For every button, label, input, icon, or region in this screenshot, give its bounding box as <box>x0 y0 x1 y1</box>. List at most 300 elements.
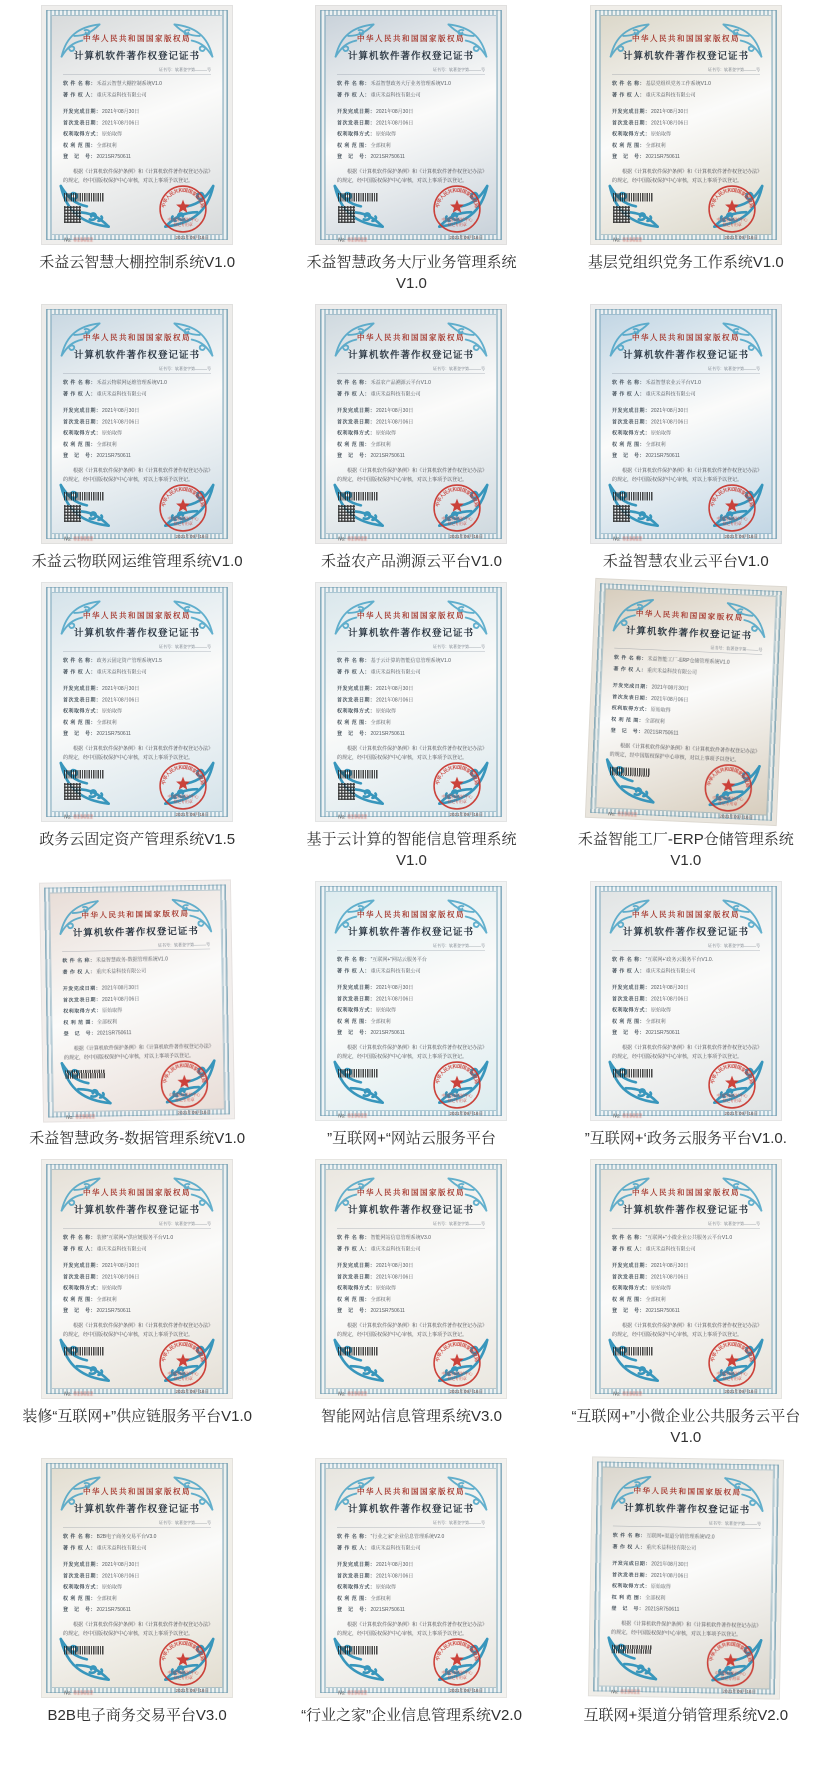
seal-center-line2: 登记专用章 <box>722 1097 742 1103</box>
certificate-image[interactable] <box>41 582 233 822</box>
field-label: 权 利 范 围 <box>63 1296 91 1303</box>
certificate-border <box>595 309 777 542</box>
field-label: 登 记 号 <box>611 154 640 160</box>
field-label: 权 利 范 围 <box>611 441 640 448</box>
field-label: 权利取得方式 <box>611 1583 645 1590</box>
field-value: 2021年08月06日 <box>650 1572 689 1579</box>
field-label: 著 作 权 人 <box>337 968 366 974</box>
field-label: 权利取得方式 <box>63 131 97 137</box>
field-colon: ： <box>365 1296 371 1303</box>
field-colon: ： <box>370 1584 376 1590</box>
serial-number-line <box>66 1114 96 1120</box>
certificate-paper <box>600 314 772 542</box>
field-label: 首次发表日期 <box>337 120 371 126</box>
copyright-seal <box>432 1060 482 1110</box>
seal-center-line1: 中国版权保护中心 <box>167 216 199 222</box>
stamp-date: 2021年09月16日 <box>722 1688 756 1694</box>
cert-fields <box>612 81 760 161</box>
cert-title: 计算机软件著作权登记证书 <box>625 625 752 642</box>
cert-fields <box>337 1235 485 1315</box>
field-label: 权 利 范 围 <box>337 719 366 726</box>
cert-fields <box>63 81 211 161</box>
field-label: 权利取得方式 <box>337 708 371 714</box>
field-label: 著 作 权 人 <box>337 391 366 397</box>
certificate-caption: 基层党组织党务工作系统V1.0 <box>587 254 784 271</box>
barcode-image <box>613 193 653 202</box>
field-label: 开发完成日期 <box>612 1560 646 1567</box>
field-value: 原始取得 <box>376 1285 397 1291</box>
field-label: 权 利 范 围 <box>337 1595 366 1602</box>
field-label: 登 记 号 <box>337 154 365 160</box>
cert-body-text: 根据《计算机软件保护条例》和《计算机软件著作权登记办法》的规定，经中国版权保护中心审核，对以上事项予以登记。 <box>63 745 214 761</box>
serial-prefix: No. <box>66 1114 75 1121</box>
field-row <box>612 391 760 398</box>
field-colon: ： <box>644 120 650 126</box>
certificate-border <box>320 886 502 1119</box>
field-value: 2021SR750611 <box>370 1607 406 1613</box>
field-colon: ： <box>644 131 650 137</box>
seal-center-line2: 登记专用章 <box>720 1675 740 1681</box>
certificate-image[interactable] <box>39 879 235 1122</box>
certificate-image[interactable] <box>315 5 507 245</box>
field-value: B2B电子商务交易平台V3.0 <box>96 1534 157 1540</box>
field-row <box>63 697 211 704</box>
field-label: 著 作 权 人 <box>63 1545 91 1551</box>
field-value: 重庆禾益科技有限公司 <box>645 1544 697 1551</box>
certificate-image[interactable] <box>590 881 782 1121</box>
field-value: 2021SR750611 <box>645 154 680 160</box>
serial-prefix: No. <box>64 814 72 820</box>
field-label: 权利取得方式 <box>611 705 645 713</box>
field-label: 权 利 范 围 <box>611 142 640 149</box>
serial-number-line <box>611 1689 641 1695</box>
field-row <box>63 1562 211 1569</box>
field-label: 登 记 号 <box>63 731 91 737</box>
field-value: 2021SR750611 <box>645 453 680 459</box>
field-value: 全部权利 <box>371 441 392 448</box>
serial-number-line <box>338 1391 367 1397</box>
field-row <box>63 1595 211 1602</box>
field-row <box>337 453 485 460</box>
cert-bottom-zone <box>337 486 485 549</box>
field-label: 权 利 范 围 <box>63 1595 91 1602</box>
copyright-seal <box>159 1059 210 1110</box>
serial-number: 015022 <box>620 1689 641 1695</box>
field-colon: ： <box>370 1274 376 1280</box>
cert-title: 计算机软件著作权登记证书 <box>74 350 201 361</box>
serial-number: 015022 <box>348 814 368 820</box>
field-value: 重庆禾益科技有限公司 <box>371 1246 422 1252</box>
certificate-card <box>301 1458 522 1726</box>
seal-ring-text: 中华人民共和国国家版权局 <box>161 187 206 209</box>
seal-ring-text: 中华人民共和国国家版权局 <box>161 1640 206 1662</box>
field-row <box>337 408 485 415</box>
star-icon <box>723 1653 737 1666</box>
field-value: 重庆禾益科技有限公司 <box>371 92 422 98</box>
field-label: 权利取得方式 <box>611 131 645 137</box>
certificate-card <box>22 1159 252 1448</box>
seal-center-line2: 登记专用章 <box>447 1375 468 1381</box>
field-label: 著 作 权 人 <box>337 92 366 98</box>
field-value: ”互联网+‘政务云服务平台V1.0. <box>645 957 713 963</box>
field-value: 原始取得 <box>102 1584 123 1590</box>
field-colon: ： <box>370 131 376 137</box>
field-value: 智能网站信息管理系统V3.0 <box>371 1235 432 1241</box>
field-row <box>613 666 761 679</box>
stamp-date: 2021年09月16日 <box>175 234 210 240</box>
seal-center-line2: 登记专用章 <box>173 798 193 804</box>
field-colon: ： <box>90 1246 96 1252</box>
qr-code-image <box>338 505 355 522</box>
star-icon <box>176 1652 190 1665</box>
field-colon: ： <box>90 1235 96 1241</box>
field-colon: ： <box>639 968 645 974</box>
qr-code-image <box>338 783 355 800</box>
field-colon: ： <box>370 109 376 115</box>
field-label: 登 记 号 <box>63 453 91 459</box>
field-colon: ： <box>90 1595 96 1602</box>
cert-bottom-zone <box>612 486 760 549</box>
field-label: 权 利 范 围 <box>610 716 639 724</box>
field-value: 政务云固定资产管理系统V1.5 <box>96 658 163 664</box>
barcode-image <box>64 193 104 202</box>
field-colon: ： <box>639 1308 645 1314</box>
cert-authority-header: 中华人民共和国国家版权局 <box>357 1188 466 1197</box>
field-colon: ： <box>641 656 647 662</box>
field-label: 软 件 名 称 <box>63 81 91 87</box>
field-value: 原始取得 <box>650 1007 671 1013</box>
field-colon: ： <box>370 1285 376 1291</box>
field-label: 登 记 号 <box>610 727 639 735</box>
field-row <box>612 968 760 975</box>
cert-body-text: 根据《计算机软件保护条例》和《计算机软件著作权登记办法》的规定，经中国版权保护中心审核，对以上事项予以登记。 <box>609 742 760 763</box>
field-label: 权利取得方式 <box>63 708 97 714</box>
cert-body-text: 根据《计算机软件保护条例》和《计算机软件著作权登记办法》的规定，经中国版权保护中心审核，对以上事项予以登记。 <box>611 168 762 184</box>
field-label: 开发完成日期 <box>62 985 96 992</box>
field-row <box>337 1030 485 1037</box>
field-colon: ： <box>370 686 376 692</box>
cert-title: 计算机软件著作权登记证书 <box>622 927 749 938</box>
barcode-image <box>64 1646 104 1655</box>
field-label: 权 利 范 围 <box>63 142 91 149</box>
serial-number: 015022 <box>348 536 368 542</box>
cert-number-line: 证书号：软著登字第———号 <box>63 644 211 652</box>
field-colon: ： <box>96 1584 102 1590</box>
field-label: 著 作 权 人 <box>62 969 91 976</box>
field-row <box>337 1595 485 1602</box>
field-colon: ： <box>639 441 645 448</box>
cert-title: 计算机软件著作权登记证书 <box>348 1205 475 1216</box>
certificate-caption: ”互联网+“网站云服务平台 <box>327 1130 496 1147</box>
field-row <box>337 996 485 1003</box>
field-row <box>63 131 211 138</box>
copyright-seal <box>158 184 208 234</box>
field-label: 首次发表日期 <box>63 697 97 703</box>
certificate-card <box>293 582 529 871</box>
field-row <box>63 1006 211 1015</box>
field-value: 原始取得 <box>650 706 671 714</box>
certificate-caption: “行业之家”企业信息管理系统V2.0 <box>301 1707 522 1724</box>
field-colon: ： <box>365 92 371 98</box>
seal-ring-text: 中华人民共和国国家版权局 <box>706 766 751 788</box>
star-icon <box>176 776 190 789</box>
field-row <box>337 1573 485 1580</box>
field-value: 重庆禾益科技有限公司 <box>96 1246 147 1252</box>
certificate-image[interactable] <box>41 304 233 544</box>
certificate-image[interactable] <box>590 1159 782 1399</box>
certificate-border <box>46 309 228 542</box>
field-value: 2021年08月06日 <box>102 697 140 703</box>
certificate-paper <box>325 1468 497 1696</box>
field-row <box>63 1545 211 1552</box>
field-row <box>337 1545 485 1552</box>
field-row <box>612 1246 760 1253</box>
certificate-image[interactable] <box>315 881 507 1121</box>
certificate-card <box>568 582 804 871</box>
field-colon: ： <box>90 731 96 737</box>
cert-body-text: 根据《计算机软件保护条例》和《计算机软件著作权登记办法》的规定，经中国版权保护中心审核，对以上事项予以登记。 <box>64 1043 215 1061</box>
field-row <box>337 419 485 426</box>
certificate-paper <box>325 314 497 542</box>
qr-code-image <box>64 206 81 223</box>
field-colon: ： <box>91 1019 97 1026</box>
field-value: 2021SR750611 <box>370 731 406 737</box>
stamp-date: 2021年09月16日 <box>449 1388 484 1394</box>
serial-number: 015022 <box>348 237 368 243</box>
cert-title: 计算机软件著作权登记证书 <box>74 1504 201 1515</box>
certificate-paper <box>51 592 223 820</box>
certificate-border <box>46 1463 228 1696</box>
barcode-image <box>338 770 378 779</box>
field-label: 首次发表日期 <box>63 120 97 126</box>
seal-center-line1: 中国版权保护中心 <box>441 1092 474 1098</box>
cert-number-line: 证书号：软著登字第———号 <box>62 942 210 952</box>
field-colon: ： <box>645 684 651 690</box>
field-row <box>337 1584 485 1591</box>
field-colon: ： <box>90 719 96 726</box>
field-label: 首次发表日期 <box>63 1274 97 1280</box>
certificate-image[interactable] <box>315 1458 507 1698</box>
cert-bottom-zone <box>63 486 211 549</box>
field-label: 开发完成日期 <box>612 682 646 690</box>
field-value: 2021年08月30日 <box>376 1562 414 1568</box>
copyright-seal <box>158 1637 208 1687</box>
field-label: 登 记 号 <box>611 453 640 459</box>
serial-prefix: No. <box>64 1391 72 1397</box>
cert-authority-header: 中华人民共和国国家版权局 <box>635 609 744 623</box>
field-row <box>612 1274 760 1281</box>
cert-fields <box>337 380 485 460</box>
field-value: 2021SR750611 <box>644 1606 680 1613</box>
field-colon: ： <box>644 408 650 414</box>
field-value: 重庆禾益科技有限公司 <box>371 391 422 397</box>
field-row <box>612 453 760 460</box>
cert-title: 计算机软件著作权登记证书 <box>622 51 749 62</box>
cert-fields <box>63 380 211 460</box>
serial-number-line <box>64 814 93 820</box>
field-label: 权 利 范 围 <box>611 1594 640 1601</box>
field-value: 2021SR750611 <box>645 1308 680 1314</box>
cert-authority-header: 中华人民共和国国家版权局 <box>83 333 192 342</box>
certificate-border <box>593 1461 779 1694</box>
cert-body-text: 根据《计算机软件保护条例》和《计算机软件著作权登记办法》的规定，经中国版权保护中心审核，对以上事项予以登记。 <box>610 1620 762 1638</box>
field-row <box>63 1584 211 1591</box>
field-row <box>337 1562 485 1569</box>
barcode-image <box>64 770 104 779</box>
copyright-seal <box>158 483 208 533</box>
field-row <box>612 430 760 437</box>
field-label: 开发完成日期 <box>63 408 97 414</box>
certificate-caption: 禾益云智慧大棚控制系统V1.0 <box>39 254 236 271</box>
field-row <box>337 957 485 964</box>
field-colon: ： <box>96 1562 102 1568</box>
field-value: 全部权利 <box>96 1296 117 1303</box>
field-row <box>337 686 485 693</box>
serial-number: 015022 <box>73 237 94 243</box>
field-row <box>612 131 760 138</box>
serial-prefix: No. <box>610 1688 619 1695</box>
seal-center-line1: 中国版权保护中心 <box>441 515 474 521</box>
serial-number: 015022 <box>348 1113 368 1119</box>
field-row <box>63 154 211 161</box>
cert-number-line: 证书号：软著登字第———号 <box>337 67 485 75</box>
cert-title: 计算机软件著作权登记证书 <box>623 1502 751 1516</box>
field-row <box>337 391 485 398</box>
certificate-caption: 装修“互联网+”供应链服务平台V1.0 <box>22 1408 252 1425</box>
certificate-paper <box>598 1467 774 1695</box>
field-row <box>63 81 211 88</box>
barcode-image <box>613 1069 653 1078</box>
field-value: 2021SR750611 <box>370 1030 406 1036</box>
cert-fields <box>612 380 760 460</box>
certificate-image[interactable] <box>590 5 782 245</box>
cert-number-line: 证书号：软著登字第———号 <box>63 366 211 374</box>
field-value: 重庆禾益科技有限公司 <box>96 391 147 397</box>
cert-authority-header: 中华人民共和国国家版权局 <box>357 611 466 620</box>
field-row <box>612 380 760 387</box>
field-row <box>63 1573 211 1580</box>
star-icon <box>451 1075 465 1088</box>
qr-code-image <box>64 783 81 800</box>
field-value: 禾益智慧政务大厅业务管理系统V1.0 <box>371 81 452 87</box>
cert-bottom-zone <box>612 1063 760 1126</box>
field-colon: ： <box>365 658 371 664</box>
qr-code-image <box>64 505 81 522</box>
cert-body-text: 根据《计算机软件保护条例》和《计算机软件著作权登记办法》的规定，经中国版权保护中心审核，对以上事项予以登记。 <box>337 168 488 184</box>
cert-bottom-zone <box>612 187 760 250</box>
field-colon: ： <box>644 1274 650 1280</box>
seal-center-line1: 中国版权保护中心 <box>441 1370 474 1376</box>
certificate-image[interactable] <box>590 304 782 544</box>
field-value: 全部权利 <box>96 441 117 448</box>
field-row <box>612 694 760 707</box>
field-colon: ： <box>639 81 645 87</box>
field-row <box>63 658 211 665</box>
certificate-image[interactable] <box>315 1159 507 1399</box>
field-colon: ： <box>639 1246 645 1252</box>
field-label: 权利取得方式 <box>337 131 371 137</box>
field-label: 首次发表日期 <box>611 419 645 425</box>
field-value: 全部权利 <box>96 719 117 726</box>
cert-fields <box>612 957 760 1037</box>
cert-number-line: 证书号：软著登字第———号 <box>613 1519 761 1529</box>
field-row <box>63 994 211 1003</box>
field-row <box>612 1308 760 1315</box>
barcode-image <box>338 1646 378 1655</box>
cert-authority-header: 中华人民共和国国家版权局 <box>357 1487 466 1496</box>
cert-authority-header: 中华人民共和国国家版权局 <box>357 34 466 43</box>
field-colon: ： <box>644 419 650 425</box>
seal-ring-text: 中华人民共和国国家版权局 <box>709 486 754 508</box>
certificate-paper <box>51 1169 223 1397</box>
certificate-image[interactable] <box>315 304 507 544</box>
field-label: 著 作 权 人 <box>337 669 366 675</box>
cert-bottom-zone <box>63 1341 211 1404</box>
seal-center-line1: 中国版权保护中心 <box>167 515 199 521</box>
field-value: 原始取得 <box>376 708 397 714</box>
certificate-image[interactable] <box>588 1456 784 1699</box>
cert-body-text: 根据《计算机软件保护条例》和《计算机软件著作权登记办法》的规定，经中国版权保护中心审核，对以上事项予以登记。 <box>337 1322 488 1338</box>
field-row <box>337 731 485 738</box>
serial-prefix: No. <box>612 237 621 243</box>
cert-authority-header: 中华人民共和国国家版权局 <box>83 34 192 43</box>
field-value: 重庆禾益科技有限公司 <box>645 92 696 98</box>
field-label: 开发完成日期 <box>63 686 97 692</box>
field-row <box>63 453 211 460</box>
cert-fields <box>63 1534 211 1614</box>
star-icon <box>176 498 190 511</box>
seal-center-line1: 中国版权保护中心 <box>441 1669 474 1675</box>
seal-ring-text: 中华人民共和国国家版权局 <box>435 764 480 786</box>
seal-center-line1: 中国版权保护中心 <box>716 1092 748 1098</box>
field-colon: ： <box>90 1545 96 1551</box>
certificate-image[interactable] <box>315 582 507 822</box>
certificate-paper <box>325 1169 497 1397</box>
field-value: 原始取得 <box>376 131 397 137</box>
barcode-image <box>64 492 104 501</box>
cert-authority-header: 中华人民共和国国家版权局 <box>631 910 740 919</box>
field-colon: ： <box>370 708 376 714</box>
field-value: 禾益农产品溯源云平台V1.0 <box>371 380 432 386</box>
barcode-image <box>613 1347 653 1356</box>
cert-body-text: 根据《计算机软件保护条例》和《计算机软件著作权登记办法》的规定，经中国版权保护中心审核，对以上事项予以登记。 <box>611 467 762 483</box>
serial-number: 015022 <box>622 237 643 243</box>
certificate-image[interactable] <box>41 1159 233 1399</box>
field-label: 首次发表日期 <box>337 1274 371 1280</box>
seal-center-line1: 中国版权保护中心 <box>712 794 744 802</box>
certificate-paper <box>600 891 772 1119</box>
cert-title: 计算机软件著作权登记证书 <box>74 1205 201 1216</box>
cert-body-text: 根据《计算机软件保护条例》和《计算机软件著作权登记办法》的规定，经中国版权保护中心审核，对以上事项予以登记。 <box>337 745 488 761</box>
field-value: 全部权利 <box>96 1595 117 1602</box>
field-label: 软 件 名 称 <box>337 380 366 386</box>
field-colon: ： <box>639 1594 645 1601</box>
certificate-image[interactable] <box>41 1458 233 1698</box>
star-icon <box>725 1075 739 1088</box>
serial-number-line <box>338 1113 367 1119</box>
cert-number-line: 证书号：软著登字第———号 <box>612 943 760 951</box>
field-colon: ： <box>364 453 370 459</box>
field-value: 禾益智慧农业云平台V1.0 <box>645 380 701 386</box>
certificate-image[interactable] <box>585 578 787 826</box>
field-value: 2021年08月06日 <box>376 697 414 703</box>
copyright-seal <box>158 761 208 811</box>
certificate-image[interactable] <box>41 5 233 245</box>
field-value: 全部权利 <box>645 1018 666 1025</box>
field-colon: ： <box>640 667 646 673</box>
field-row <box>337 1246 485 1253</box>
field-colon: ： <box>370 1562 376 1568</box>
